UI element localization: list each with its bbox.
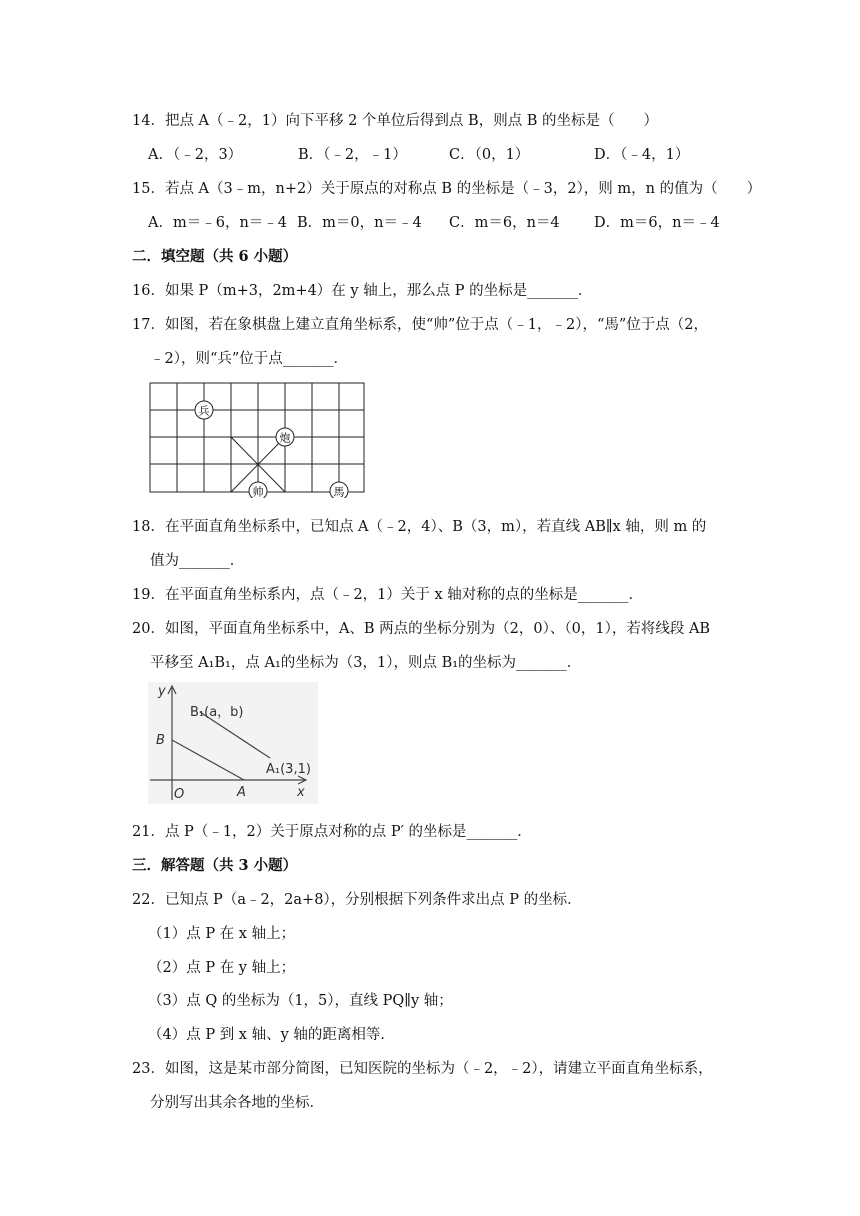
svg-text:帅: 帅 xyxy=(252,485,264,498)
point-b-label: B xyxy=(156,733,165,748)
question-18-line-1: 18．在平面直角坐标系中，已知点 A（﹣2，4）、B（3，m），若直线 AB∥x 轴，则 m 的 xyxy=(132,519,707,535)
question-17-line-2: ﹣2），则“兵”位于点_______． xyxy=(150,351,349,367)
x-label: x xyxy=(297,785,305,800)
point-b1-label: B₁(a，b) xyxy=(190,705,244,720)
q14-option-c: C．（0，1） xyxy=(449,147,530,163)
question-20-line-1: 20．如图，平面直角坐标系中，A、B 两点的坐标分别为（2，0）、（0，1），若将线段 AB xyxy=(132,621,711,637)
y-label: y xyxy=(158,684,166,699)
section-2-heading: 二．填空题（共 6 小题） xyxy=(132,248,298,265)
question-18-line-2: 值为_______． xyxy=(150,553,245,569)
svg-text:兵: 兵 xyxy=(198,404,210,418)
question-16: 16．如果 P（m+3，2m+4）在 y 轴上，那么点 P 的坐标是_______． xyxy=(132,283,593,299)
question-22-part-2: （2）点 P 在 y 轴上； xyxy=(148,960,296,976)
svg-text:炮: 炮 xyxy=(279,431,291,445)
question-22-part-4: （4）点 P 到 x 轴、y 轴的距离相等． xyxy=(148,1027,395,1043)
question-19: 19．在平面直角坐标系内，点（﹣2，1）关于 x 轴对称的点的坐标是_______． xyxy=(132,587,644,603)
question-20-line-2: 平移至 A₁B₁，点 A₁的坐标为（3，1），则点 B₁的坐标为_______． xyxy=(150,655,582,671)
question-22-stem: 22．已知点 P（a﹣2，2a+8），分别根据下列条件求出点 P 的坐标． xyxy=(132,892,582,908)
q15-option-a: A．m＝﹣6，n＝﹣4 xyxy=(148,215,288,231)
point-a1-label: A₁(3,1) xyxy=(266,762,311,777)
question-22-part-1: （1）点 P 在 x 轴上； xyxy=(148,926,296,942)
question-15-stem: 15．若点 A（3﹣m，n+2）关于原点的对称点 B 的坐标是（﹣3，2），则 m，n 的值为（ ） xyxy=(132,181,762,197)
chess-board-figure xyxy=(148,380,368,498)
piece-shuai xyxy=(249,482,267,498)
question-23-line-1: 23．如图，这是某市部分简图，已知医院的坐标为（﹣2，﹣2），请建立平面直角坐标系， xyxy=(132,1061,713,1077)
section-3-heading: 三．解答题（共 3 小题） xyxy=(132,857,298,874)
origin-label: O xyxy=(174,787,185,802)
q15-option-b: B．m＝0，n＝﹣4 xyxy=(297,215,422,231)
q15-option-d: D．m＝6，n＝﹣4 xyxy=(594,215,720,231)
piece-pao xyxy=(276,428,294,446)
question-23-line-2: 分别写出其余各地的坐标． xyxy=(150,1095,324,1111)
question-21: 21．点 P（﹣1，2）关于原点对称的点 P′ 的坐标是_______． xyxy=(132,824,532,840)
coordinate-figure xyxy=(148,682,318,804)
q14-option-a: A．（﹣2，3） xyxy=(148,147,243,163)
piece-ma xyxy=(330,482,348,498)
q14-option-d: D．（﹣4，1） xyxy=(594,147,690,163)
question-22-part-3: （3）点 Q 的坐标为（1，5），直线 PQ∥y 轴； xyxy=(148,993,453,1009)
svg-text:馬: 馬 xyxy=(333,485,345,498)
question-14-stem: 14．把点 A（﹣2，1）向下平移 2 个单位后得到点 B，则点 B 的坐标是（ ） xyxy=(132,113,659,129)
piece-bing xyxy=(195,401,213,419)
q15-option-c: C．m＝6，n＝4 xyxy=(449,215,560,231)
point-a-label: A xyxy=(237,785,246,800)
q14-option-b: B．（﹣2，﹣1） xyxy=(298,147,407,163)
question-17-line-1: 17．如图，若在象棋盘上建立直角坐标系，使“帅”位于点（﹣1，﹣2），“馬”位于点（2， xyxy=(132,317,709,333)
